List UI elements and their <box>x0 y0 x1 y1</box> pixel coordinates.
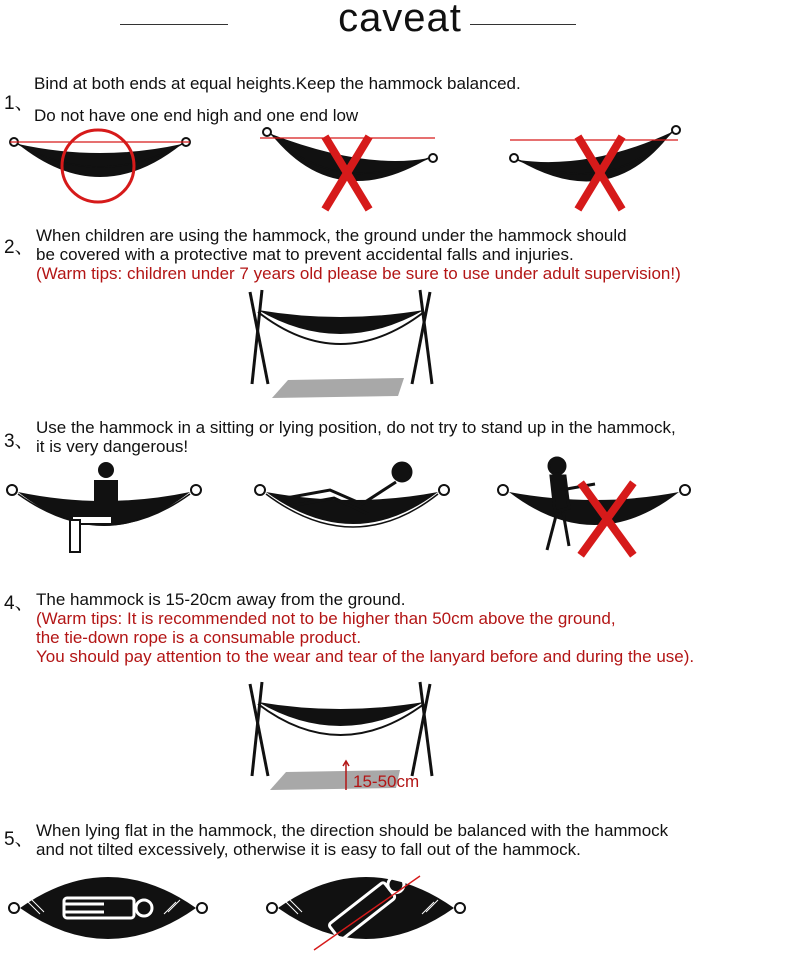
section-2-line-2: be covered with a protective mat to prevent accidental falls and injuries. <box>36 245 574 264</box>
section-3-line-1: Use the hammock in a sitting or lying position, do not try to stand up in the hammock, <box>36 418 676 437</box>
section-5-line-1: When lying flat in the hammock, the direction should be balanced with the hammock <box>36 821 669 840</box>
hammock-stand-with-mat-illustration <box>240 288 450 408</box>
section-1-number: 1、 <box>4 93 34 114</box>
section-5-line-2: and not tilted excessively, otherwise it is easy to fall out of the hammock. <box>36 840 581 859</box>
section-3-line-2: it is very dangerous! <box>36 437 189 456</box>
section-4-line-1: The hammock is 15-20cm away from the ground. <box>36 590 406 609</box>
section-4-tip-1: (Warm tips: It is recommended not to be higher than 50cm above the ground, <box>36 609 616 628</box>
page-title: caveat <box>338 0 462 40</box>
lying-tilted-top-view-illustration <box>264 846 474 958</box>
lying-in-hammock-illustration <box>250 460 460 560</box>
hammock-balanced-illustration <box>0 118 200 210</box>
protective-mat <box>272 378 404 398</box>
section-4-tip-3: You should pay attention to the wear and tear of the lanyard before and during the use). <box>36 647 695 666</box>
section-1-line-2: Do not have one end high and one end low <box>34 106 359 125</box>
section-4-tip-2: the tie-down rope is a consumable product. <box>36 628 362 647</box>
section-4-number: 4、 <box>4 593 34 614</box>
section-2-line-1: When children are using the hammock, the ground under the hammock should <box>36 226 627 245</box>
sitting-in-hammock-illustration <box>0 460 210 560</box>
lying-straight-top-view-illustration <box>4 866 214 956</box>
section-1-line-1: Bind at both ends at equal heights.Keep the hammock balanced. <box>34 74 521 93</box>
standing-in-hammock-illustration <box>495 460 695 560</box>
section-3-number: 3、 <box>4 431 34 452</box>
section-2-number: 2、 <box>4 237 34 258</box>
section-5-number: 5、 <box>4 829 34 850</box>
height-label: 15-50cm <box>353 772 420 791</box>
title-rule-right <box>470 24 576 25</box>
hammock-tilted-left-illustration <box>255 118 455 210</box>
hammock-tilted-right-illustration <box>500 118 700 210</box>
section-2-tip: (Warm tips: children under 7 years old please be sure to use under adult supervision!) <box>36 264 681 283</box>
